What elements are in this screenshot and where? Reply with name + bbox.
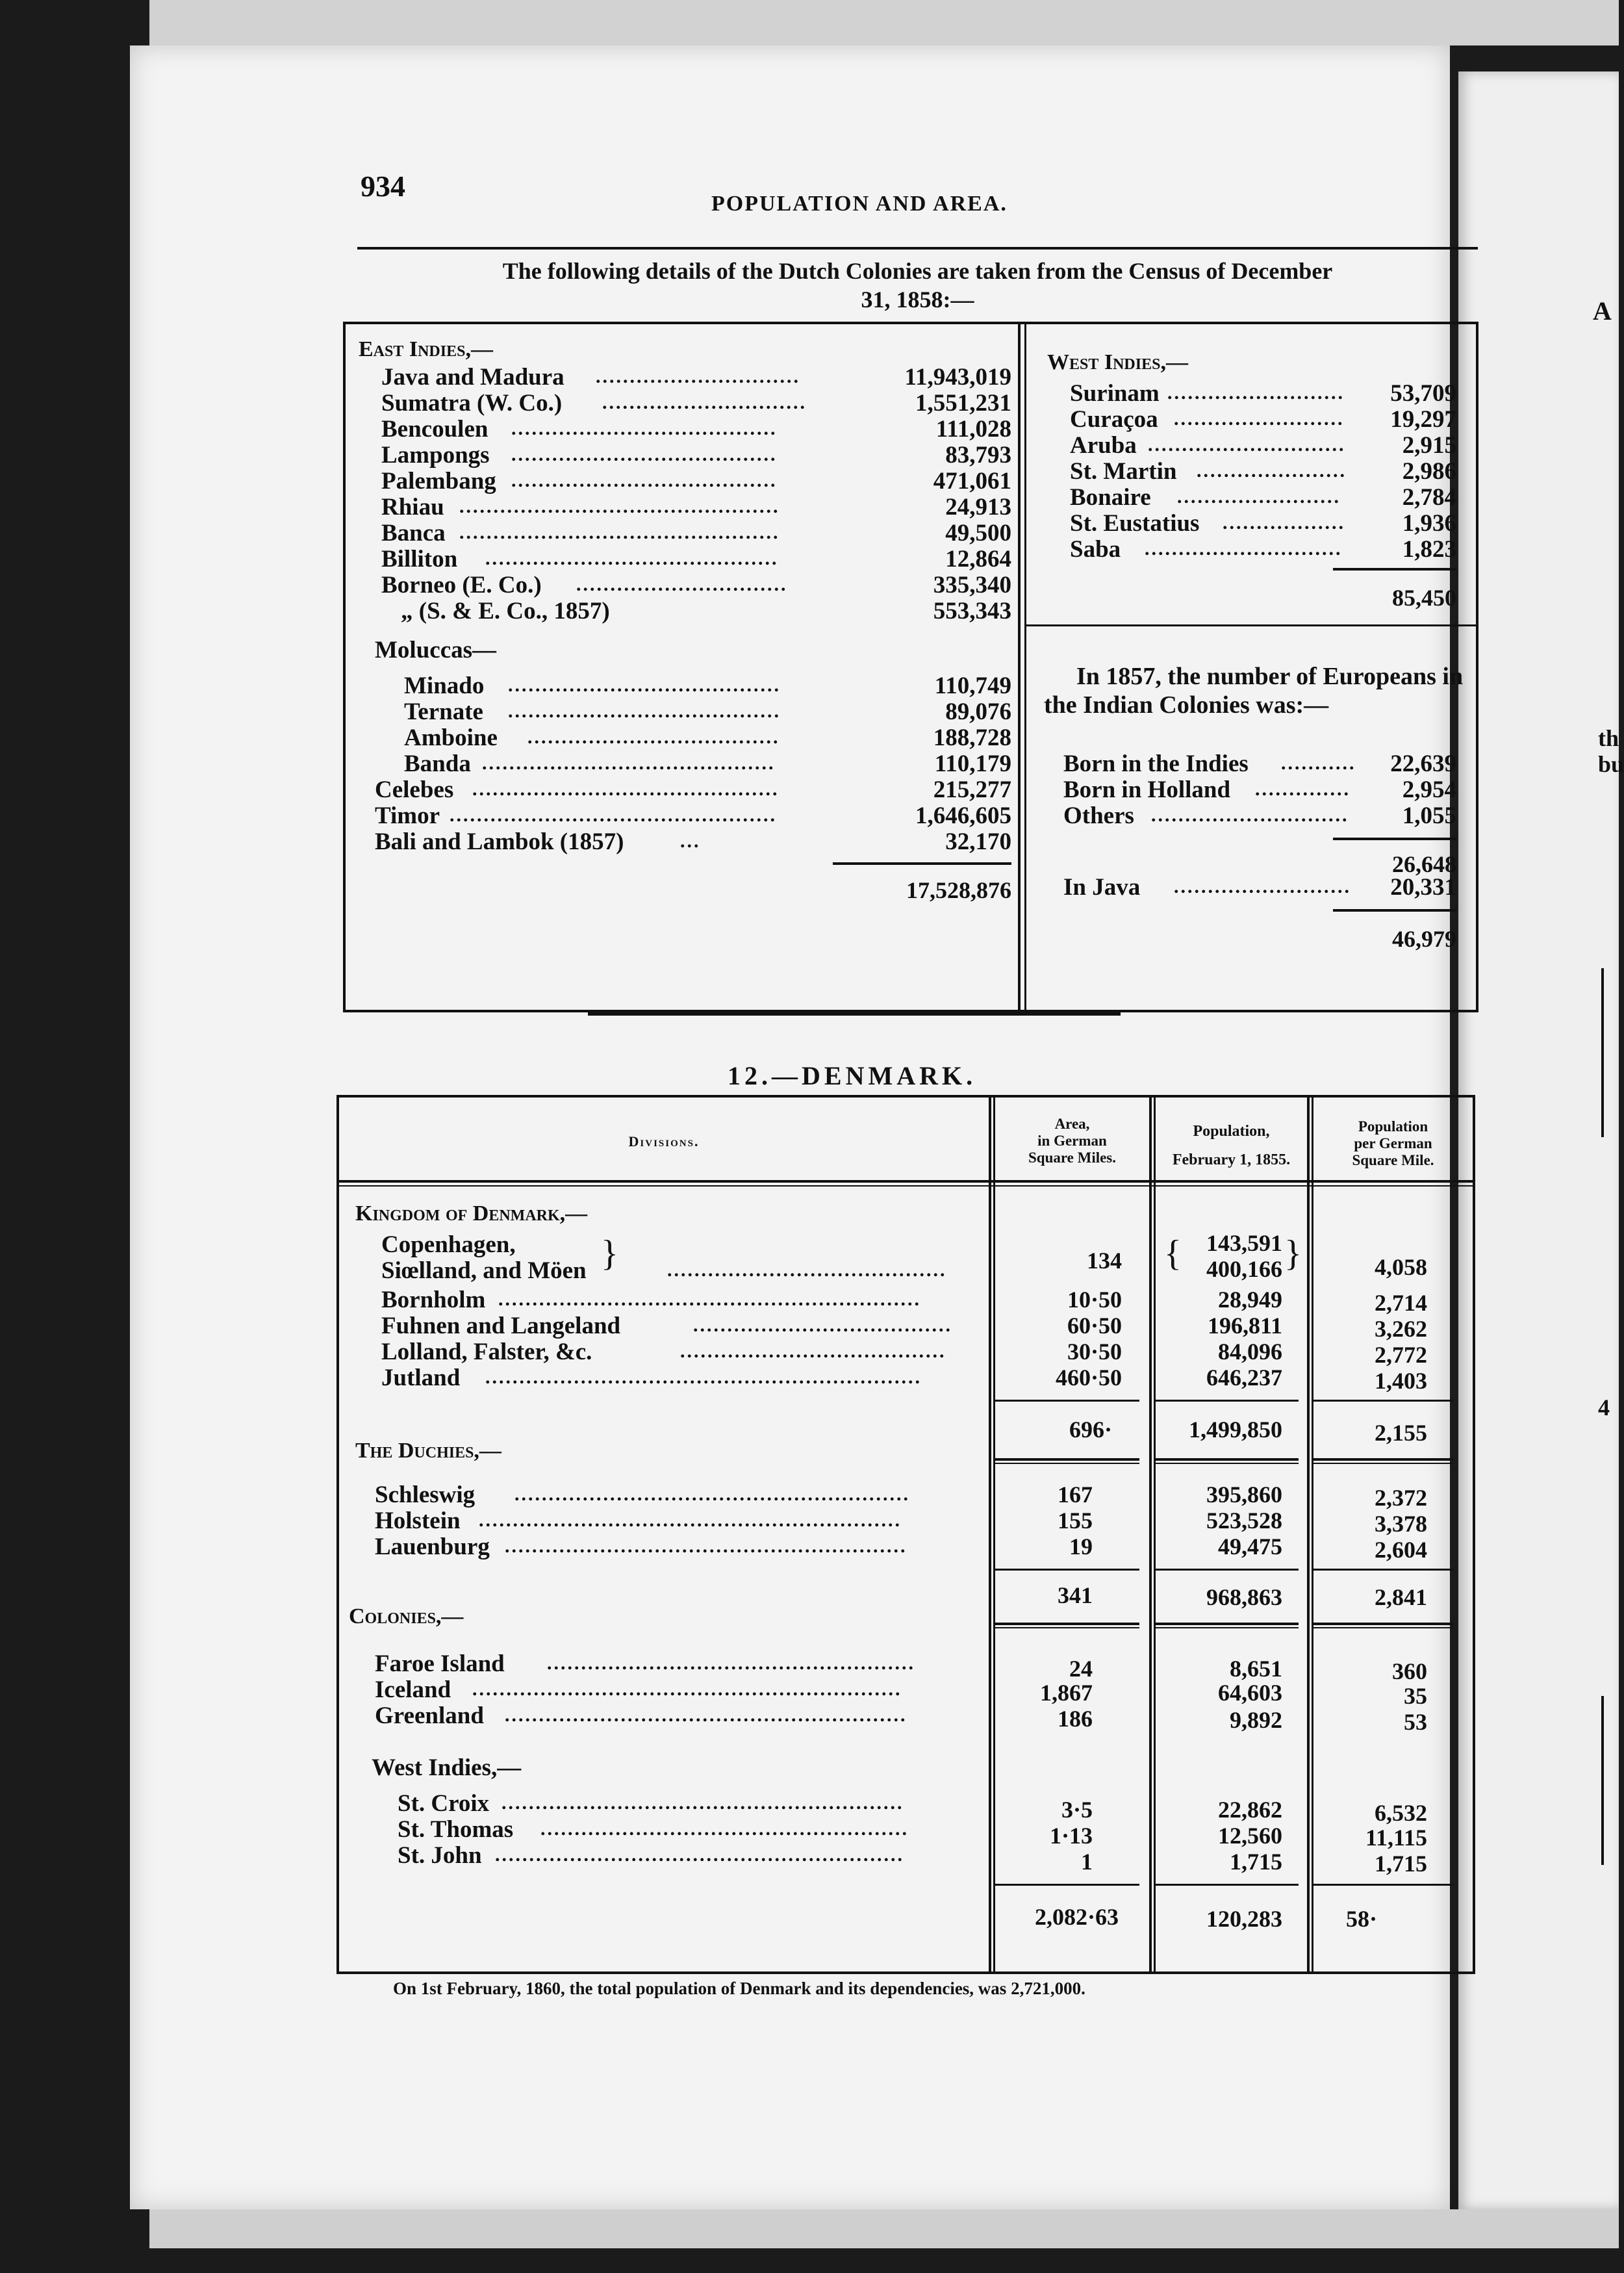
total-rule (995, 1569, 1139, 1571)
table-row: St. Croix ........................................................... (398, 1790, 904, 1817)
cell-per-mile: 2,772 (1375, 1342, 1427, 1368)
table-row: Jutland ................................................................ (381, 1365, 922, 1391)
table-row: Fuhnen and Langeland ...................................... (381, 1313, 952, 1339)
total-rule (1156, 1400, 1299, 1402)
table-row: Holstein .............................................................. (375, 1508, 902, 1534)
list-item: Banda ........................................... 110,179 (404, 751, 1011, 777)
cell-per-mile: 35 (1404, 1683, 1427, 1709)
double-rule (995, 1458, 1139, 1461)
east-indies-total: 17,528,876 (906, 877, 1011, 903)
double-rule (1313, 1623, 1453, 1625)
total-rule (1313, 1884, 1453, 1886)
double-rule (995, 1627, 1139, 1628)
cell-per-mile: 2,604 (1375, 1537, 1427, 1563)
table-row: Greenland ........................................................... (375, 1702, 907, 1729)
total-rule (1313, 1569, 1453, 1571)
west-indies-total: 85,450 (1392, 585, 1456, 611)
cell-population: 9,892 (1230, 1707, 1282, 1733)
next-page-fragment-th: th (1598, 725, 1619, 751)
table-row: St. Thomas ...................................................... (398, 1816, 909, 1843)
total-rule (1313, 1400, 1453, 1402)
cell-area: 1 (1081, 1849, 1093, 1875)
moluccas-heading: Moluccas— (375, 637, 497, 663)
europeans-note-line-2: the Indian Colonies was:— (1044, 691, 1329, 719)
double-rule (1156, 1458, 1299, 1461)
cell-area: 30·50 (1067, 1339, 1122, 1365)
cell-area: 1,867 (1040, 1680, 1093, 1706)
cell-population: 22,862 (1218, 1797, 1282, 1823)
list-item: Born in Holland .............. 2,954 (1063, 777, 1456, 803)
double-rule (1313, 1458, 1453, 1461)
list-item: Aruba ............................. 2,915 (1070, 432, 1456, 459)
cell-population: 395,860 (1206, 1482, 1282, 1508)
table-row: Lauenburg ........................................................... (375, 1534, 907, 1560)
total-rule (995, 1400, 1139, 1402)
europeans-subtotal: 26,648 (1392, 851, 1456, 877)
cell-population: 49,475 (1218, 1534, 1282, 1560)
list-item: Celebes ............................................. 215,277 (375, 777, 1011, 803)
cell-per-mile: 2,372 (1375, 1485, 1427, 1511)
list-item: Lampongs ....................................... 83,793 (381, 442, 1011, 469)
list-item: „ (S. & E. Co., 1857) 553,343 (401, 598, 1011, 624)
cell-area: 134 (1087, 1248, 1122, 1274)
total-rule (1156, 1569, 1299, 1571)
cell-area-total: 341 (1058, 1582, 1093, 1608)
cell-per-mile: 4,058 (1375, 1254, 1427, 1280)
cell-area: 155 (1058, 1508, 1093, 1534)
cell-area: 19 (1069, 1534, 1093, 1560)
next-page-fragment-bu: bu (1598, 751, 1624, 777)
column-divider (1024, 324, 1026, 1010)
section-rule (588, 1012, 1121, 1016)
col-header-divisions: Divisions. (628, 1133, 700, 1149)
brace-icon: { (1164, 1233, 1182, 1274)
page-bottom-edge (149, 2209, 1619, 2248)
book-page (130, 45, 1464, 2209)
brace-icon: } (601, 1233, 618, 1274)
cell-population: 1,715 (1230, 1849, 1282, 1875)
intro-line-2: 31, 1858:— (861, 287, 974, 313)
kingdom-heading: Kingdom of Denmark,— (355, 1201, 588, 1226)
cell-population-total: 968,863 (1206, 1584, 1282, 1610)
cell-population: 646,237 (1206, 1365, 1282, 1391)
list-item: Sumatra (W. Co.) .............................. 1,551,231 (381, 390, 1011, 417)
double-rule (1313, 1627, 1453, 1628)
cell-population-total: 120,283 (1206, 1906, 1282, 1932)
cell-area: 460·50 (1055, 1365, 1122, 1391)
list-item: Banca ............................................... 49,500 (381, 520, 1011, 546)
next-page-fragment-4: 4 (1598, 1394, 1610, 1420)
cell-area: 3·5 (1061, 1797, 1093, 1823)
table-row: St. John ............................................................ (398, 1842, 904, 1869)
next-page-fragment-a: A (1593, 296, 1612, 326)
cell-area: 24 (1069, 1656, 1093, 1682)
list-item: Java and Madura .............................. 11,943,019 (381, 364, 1011, 391)
list-item: Others ............................. 1,055 (1063, 803, 1456, 829)
duchies-heading: The Duchies,— (355, 1439, 501, 1463)
cell-per-mile: 6,532 (1375, 1800, 1427, 1826)
list-item: Palembang ....................................... 471,061 (381, 468, 1011, 494)
table-row: Schleswig .......................................................... (375, 1482, 910, 1508)
cell-population: 400,166 (1206, 1256, 1282, 1282)
next-page-edge (1458, 71, 1624, 2209)
table-row: Copenhagen, (381, 1231, 516, 1258)
list-item: Bonaire ........................ 2,784 (1070, 484, 1456, 511)
list-item: St. Martin ...................... 2,986 (1070, 458, 1456, 485)
colonies-heading: Colonies,— (349, 1604, 464, 1628)
table-row: Siœlland, and Möen ......................................... (381, 1257, 947, 1284)
cell-area: 186 (1058, 1706, 1093, 1732)
next-page-rule (1601, 1696, 1604, 1865)
cell-population: 8,651 (1230, 1656, 1282, 1682)
intro-line-1: The following details of the Dutch Colonies are taken from the Census of December (502, 258, 1333, 284)
list-item: Amboine ..................................... 188,728 (404, 725, 1011, 751)
list-item: Timor ................................................ 1,646,605 (375, 803, 1011, 829)
cell-population: 523,528 (1206, 1508, 1282, 1534)
head-rule (357, 247, 1478, 250)
column-divider (1018, 324, 1021, 1010)
intro-text (354, 257, 1481, 314)
list-item: Billiton ........................................... 12,864 (381, 546, 1011, 572)
page-top-edge (149, 0, 1619, 45)
list-item: Curaçoa ......................... 19,297 (1070, 406, 1456, 433)
denmark-title: 12.—DENMARK. (728, 1061, 977, 1090)
denmark-table (336, 1095, 1475, 1974)
total-rule (995, 1884, 1139, 1886)
list-item: Saba ............................. 1,823 (1070, 536, 1456, 563)
west-indies-heading: West Indies,— (1047, 350, 1188, 374)
double-rule (995, 1623, 1139, 1625)
cell-area: 60·50 (1067, 1313, 1122, 1339)
cell-population: 28,949 (1218, 1287, 1282, 1313)
cell-per-mile: 3,378 (1375, 1511, 1427, 1537)
table-row: Iceland ............................................................... (375, 1676, 902, 1703)
cell-population: 84,096 (1218, 1339, 1282, 1365)
col-header-per-mile: Population per German Square Mile. (1352, 1118, 1434, 1168)
cell-population: 12,560 (1218, 1823, 1282, 1849)
table-row: Lolland, Falster, &c. ....................................... (381, 1339, 946, 1365)
table-row: Faroe Island ...................................................... (375, 1650, 915, 1677)
cell-per-mile: 2,714 (1375, 1290, 1427, 1316)
europeans-note (1044, 662, 1463, 719)
subtotal-rule (1333, 838, 1456, 840)
running-head: POPULATION AND AREA. (711, 192, 1008, 216)
header-rule (339, 1180, 1473, 1183)
list-item: Surinam .......................... 53,709 (1070, 380, 1456, 407)
cell-area: 1·13 (1049, 1823, 1093, 1849)
list-item: Bencoulen ....................................... 111,028 (381, 416, 1011, 443)
cell-per-mile: 53 (1404, 1709, 1427, 1735)
cell-area: 10·50 (1067, 1287, 1122, 1313)
cell-per-mile: 3,262 (1375, 1316, 1427, 1342)
cell-per-mile-total: 2,155 (1375, 1420, 1427, 1446)
next-page-rule (1601, 968, 1604, 1137)
list-item: Borneo (E. Co.) ............................... 335,340 (381, 572, 1011, 598)
list-item: Bali and Lambok (1857) ... 32,170 (375, 828, 1011, 855)
cell-per-mile-total: 2,841 (1375, 1584, 1427, 1610)
cell-per-mile: 1,403 (1375, 1368, 1427, 1394)
cell-per-mile: 1,715 (1375, 1851, 1427, 1877)
cell-area-total: 2,082·63 (1034, 1904, 1119, 1930)
table-row: Bornholm .............................................................. (381, 1287, 921, 1313)
double-rule (1156, 1623, 1299, 1625)
list-item: Ternate ........................................ 89,076 (404, 699, 1011, 725)
total-rule (1333, 909, 1456, 912)
double-rule (1313, 1463, 1453, 1464)
brace-icon: } (1284, 1233, 1302, 1274)
col-header-population: Population, February 1, 1855. (1172, 1123, 1291, 1168)
cell-population: 196,811 (1207, 1313, 1282, 1339)
list-item: St. Eustatius .................. 1,936 (1070, 510, 1456, 537)
dutch-colonies-table (343, 322, 1478, 1012)
column-divider (1307, 1098, 1310, 1971)
col-header-area: Area, in German Square Miles. (1028, 1116, 1117, 1166)
list-item: In Java .......................... 20,331 (1063, 874, 1456, 901)
section-divider (1024, 624, 1476, 626)
cell-population-total: 1,499,850 (1189, 1417, 1282, 1443)
cell-population: 143,591 (1206, 1230, 1282, 1256)
total-rule (1333, 568, 1456, 571)
column-divider (1149, 1098, 1152, 1971)
cell-area-total: 696· (1069, 1417, 1112, 1443)
europeans-total: 46,979 (1392, 926, 1456, 952)
footnote: On 1st February, 1860, the total population of Denmark and its dependencies, was 2,721,000. (393, 1979, 1085, 1998)
cell-per-mile: 360 (1392, 1658, 1427, 1684)
total-rule (1156, 1884, 1299, 1886)
column-divider (989, 1098, 991, 1971)
cell-per-mile-total: 58· (1346, 1906, 1378, 1932)
page-number: 934 (361, 170, 405, 203)
list-item: Born in the Indies ........... 22,639 (1063, 751, 1456, 777)
list-item: Minado ........................................ 110,749 (404, 673, 1011, 699)
double-rule (995, 1463, 1139, 1464)
colonies-west-indies-heading: West Indies,— (372, 1754, 522, 1781)
list-item: Rhiau ............................................... 24,913 (381, 494, 1011, 520)
europeans-note-line-1: In 1857, the number of Europeans in (1076, 663, 1464, 690)
header-rule (339, 1185, 1473, 1187)
cell-area: 167 (1058, 1482, 1093, 1508)
double-rule (1156, 1627, 1299, 1628)
double-rule (1156, 1463, 1299, 1464)
east-indies-heading: East Indies,— (359, 337, 493, 361)
cell-population: 64,603 (1218, 1680, 1282, 1706)
cell-per-mile: 11,115 (1365, 1825, 1427, 1851)
total-rule (833, 862, 1011, 865)
